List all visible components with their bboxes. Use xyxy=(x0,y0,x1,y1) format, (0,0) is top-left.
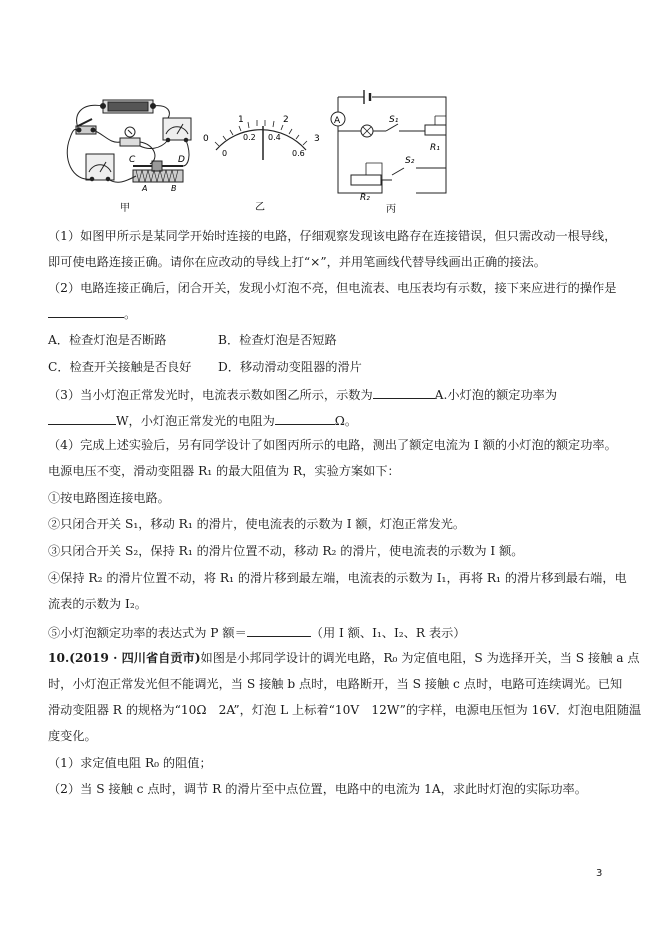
figure-yi-caption: 乙 xyxy=(255,202,265,213)
dial-outer-tick: 1 xyxy=(238,115,244,125)
figure-bing xyxy=(331,90,446,193)
terminal-label-c: C xyxy=(129,155,136,165)
switch-s1 xyxy=(386,124,398,131)
step-3: ③只闭合开关 S₂，保持 R₁ 的滑片位置不动，移动 R₂ 的滑片，使电流表的示数为 I 额。 xyxy=(48,544,524,558)
step-5-note: （用 I 额、I₁、I₂、R 表示） xyxy=(310,626,466,640)
bulb-holder xyxy=(120,127,140,146)
q3-line1 xyxy=(48,386,613,403)
q3-power-blank[interactable] xyxy=(48,412,116,425)
bing-ammeter-label: A xyxy=(334,116,341,126)
q4-line1: （4）完成上述实验后，另有同学设计了如图丙所示的电路，测出了额定电流为 I 额的小灯泡的额定功率。 xyxy=(48,438,617,452)
q3-text-4: Ω。 xyxy=(334,414,358,428)
bing-r1-label: R₁ xyxy=(430,143,440,153)
q4-line2: 电源电压不变，滑动变阻器 R₁ 的最大阻值为 R，实验方案如下： xyxy=(48,464,400,478)
dial-inner-tick: 0 xyxy=(222,149,228,158)
option-d[interactable]: D．移动滑动变阻器的滑片 xyxy=(218,360,362,374)
option-c[interactable]: C．检查开关接触是否良好 xyxy=(48,360,192,374)
terminal-label-a: A xyxy=(142,184,148,193)
figure-strip xyxy=(0,0,661,225)
q3-text-3: W，小灯泡正常发光的电阻为 xyxy=(116,414,275,428)
bing-s2-label: S₂ xyxy=(405,156,415,166)
options-row2 xyxy=(48,360,613,375)
figure-jia xyxy=(67,100,191,182)
q10-line2: 时，小灯泡正常发光但不能调光，当 S 接触 b 点时，电路断开，当 S 接触 c 点时，电路可连续调光。已知 xyxy=(48,677,623,691)
q1-line2: 即可使电路连接正确。请你在应改动的导线上打“×”，并用笔画线代替导线画出正确的接法。 xyxy=(48,255,546,269)
step-1: ①按电路图连接电路。 xyxy=(48,491,170,505)
option-b[interactable]: B．检查灯泡是否短路 xyxy=(218,333,337,347)
q2-answer-blank[interactable] xyxy=(48,305,124,318)
dial-inner-tick: 0.6 xyxy=(292,149,305,158)
dial-outer-tick: 3 xyxy=(314,134,320,144)
terminal-label-d: D xyxy=(178,155,185,165)
bing-s1-label: S₁ xyxy=(389,115,399,125)
power-expression-blank[interactable] xyxy=(247,624,311,637)
q2-period: 。 xyxy=(124,307,137,321)
q3-line2 xyxy=(48,412,613,429)
q3-resistance-blank[interactable] xyxy=(275,412,335,425)
terminal-label-b: B xyxy=(171,184,177,193)
dial-inner-tick: 0.4 xyxy=(268,133,281,142)
option-a[interactable]: A．检查灯泡是否断路 xyxy=(48,333,167,347)
q2-line2 xyxy=(48,305,613,322)
q10-sub1: （1）求定值电阻 R₀ 的阻值； xyxy=(48,756,212,770)
step-2: ②只闭合开关 S₁，移动 R₁ 的滑片，使电流表的示数为 I 额，灯泡正常发光。 xyxy=(48,517,466,531)
rheostat xyxy=(133,161,183,182)
resistor-r2 xyxy=(351,175,381,185)
ammeter xyxy=(86,154,114,181)
q10-line3: 滑动变阻器 R 的规格为“10Ω 2A”，灯泡 L 上标着“10V 12W”的字样，电源电压恒为 16V．灯泡电阻随温 xyxy=(48,703,642,717)
voltmeter xyxy=(163,118,191,142)
dial-outer-tick: 0 xyxy=(203,134,209,144)
dial-outer-tick: 2 xyxy=(283,115,289,125)
battery-pack xyxy=(101,100,156,113)
page-number: 3 xyxy=(596,868,603,879)
step-5 xyxy=(48,624,613,641)
resistor-r1 xyxy=(425,125,446,135)
q2-line1: （2）电路连接正确后，闭合开关，发现小灯泡不亮，但电流表、电压表均有示数，接下来应进行的操作是 xyxy=(48,281,617,295)
dial-inner-tick: 0.2 xyxy=(243,133,256,142)
figure-bing-caption: 丙 xyxy=(386,204,396,215)
dial-arc xyxy=(216,130,306,150)
q10-line1 xyxy=(48,651,640,666)
switch xyxy=(76,119,96,134)
figure-jia-caption: 甲 xyxy=(120,203,130,214)
step-5-text: ⑤小灯泡额定功率的表达式为 P 额＝ xyxy=(48,626,247,640)
q10-sub2: （2）当 S 接触 c 点时，调节 R 的滑片至中点位置，电路中的电流为 1A，求此时灯泡的实际功率。 xyxy=(48,782,587,796)
q3-text-2: A.小灯泡的额定功率为 xyxy=(434,388,558,402)
bing-r2-label: R₂ xyxy=(360,193,370,203)
q3-current-blank[interactable] xyxy=(373,386,435,399)
q10-text-1: 如图是小邦同学设计的调光电路，R₀ 为定值电阻，S 为选择开关，当 S 接触 a 点 xyxy=(200,651,640,665)
battery-symbol xyxy=(364,90,370,104)
q1-line1: （1）如图甲所示是某同学开始时连接的电路，仔细观察发现该电路存在连接错误，但只需改动一根导线， xyxy=(48,229,617,243)
step-4-line2: 流表的示数为 I₂。 xyxy=(48,597,147,611)
q10-source: 10.(2019 · 四川省自贡市) xyxy=(48,651,201,665)
q3-text-1: （3）当小灯泡正常发光时，电流表示数如图乙所示，示数为 xyxy=(48,388,373,402)
step-4-line1: ④保持 R₂ 的滑片位置不动，将 R₁ 的滑片移到最左端，电流表的示数为 I₁，再将 R₁ 的滑片移到最右端，电 xyxy=(48,571,627,585)
options-row1 xyxy=(48,333,613,348)
q10-line4: 度变化。 xyxy=(48,729,97,743)
